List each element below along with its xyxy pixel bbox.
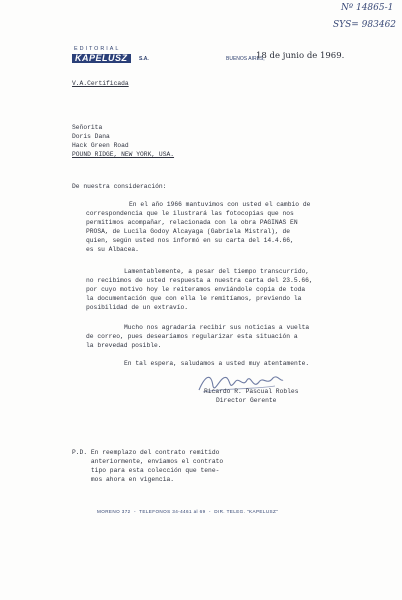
- letter-date: 18 de junio de 1969.: [256, 51, 345, 61]
- body-line: correspondencia que le ilustrará las fotocopias que nos: [86, 210, 294, 217]
- letterhead-suffix: S.A.: [139, 56, 149, 62]
- postscript-line: anteriormente, enviamos el contrato: [72, 458, 224, 465]
- body-line: no recibimos de usted respuesta a nuestra carta del 23.5.66,: [86, 277, 313, 284]
- body-line: permitimos acompañar, relacionada con la obra PAGINAS EN: [86, 219, 298, 226]
- archive-ref-2: SYS= 983462: [333, 20, 397, 30]
- recipient-line-2: Doris Dana: [72, 133, 110, 140]
- archive-ref-1: Nº 14865-1: [341, 3, 394, 13]
- postscript-line: tipo para esta colección que tene-: [72, 467, 220, 474]
- body-line: posibilidad de un extravío.: [86, 304, 189, 311]
- body-line: En tal espera, saludamos a usted muy atentamente.: [124, 360, 310, 367]
- salutation: De nuestra consideración:: [72, 183, 167, 190]
- signer-title: Director Gerente: [216, 397, 277, 404]
- postscript-line: mos ahora en vigencia.: [72, 476, 175, 483]
- signer-name: Ricardo R. Pascual Robles: [204, 388, 299, 395]
- body-line: es su Albacea.: [86, 246, 139, 253]
- body-line: PROSA, de Lucila Godoy Alcayaga (Gabriela Mistral), de: [86, 228, 291, 235]
- body-line: de correo, pues desearíamos regularizar esta situación a: [86, 333, 298, 340]
- letterhead-footer: MORENO 372 - TELEFONOS 34-4461 al 69 - DIR. TELEG. "KAPELUSZ": [97, 509, 279, 514]
- body-line: por cuyo motivo hoy le reiteramos enviándole copia de toda: [86, 286, 306, 293]
- body-line: la documentación que con ella le remitíamos, previendo la: [86, 295, 302, 302]
- body-line: Mucho nos agradaría recibir sus noticias a vuelta: [124, 324, 310, 331]
- letterhead-city: BUENOS AIRES,: [226, 56, 265, 62]
- postscript-line: P.D. En reemplazo del contrato remitido: [72, 449, 220, 456]
- recipient-line-1: Señorita: [72, 124, 103, 131]
- body-line: quien, según usted nos informó en su carta del 14.4.66,: [86, 237, 294, 244]
- body-line: En el año 1966 mantuvimos con usted el cambio de: [129, 201, 311, 208]
- recipient-line-3: Hack Green Road: [72, 142, 129, 149]
- letterhead-logo: KAPELUSZ: [72, 54, 131, 63]
- body-line: la brevedad posible.: [86, 342, 162, 349]
- letterhead-small: EDITORIAL: [74, 46, 121, 52]
- body-line: Lamentablemente, a pesar del tiempo transcurrido,: [124, 268, 310, 275]
- certified-mail: V.A.Certificada: [72, 80, 129, 87]
- recipient-line-4: POUND RIDGE, NEW YORK, USA.: [72, 151, 175, 158]
